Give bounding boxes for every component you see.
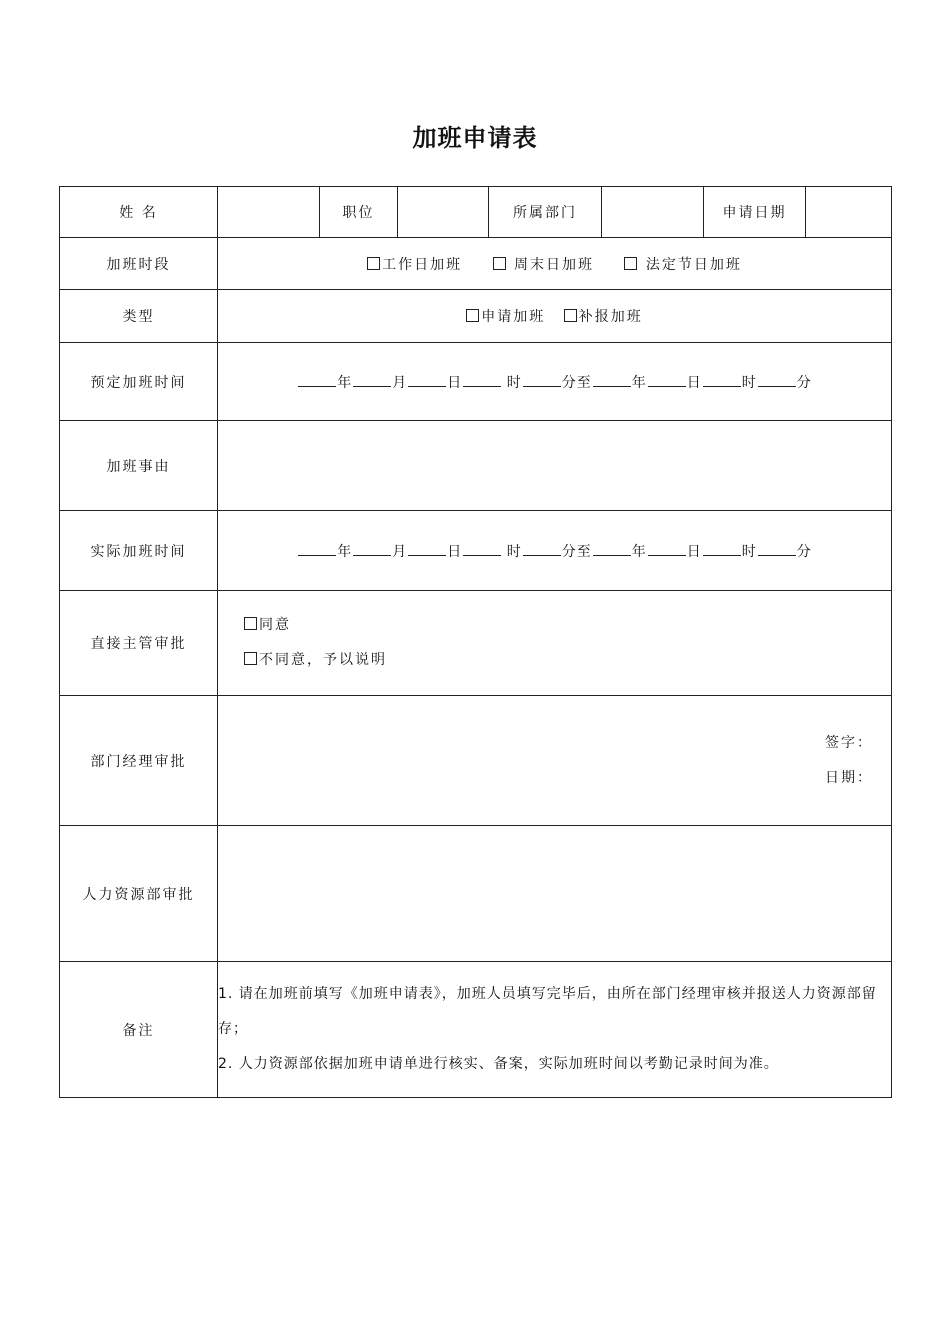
option-weekday[interactable]: 工作日加班 [367, 254, 462, 274]
supervisor-label: 直接主管审批 [60, 591, 218, 696]
period-label: 加班时段 [60, 238, 218, 290]
hr-row [60, 826, 892, 962]
option-supplement[interactable]: 补报加班 [564, 306, 643, 326]
checkbox-icon[interactable] [367, 257, 380, 270]
hr-approval-field[interactable] [218, 826, 892, 962]
overtime-form-table [59, 186, 892, 1098]
remark-line: 2. 人力资源部依据加班申请单进行核实、备案，实际加班时间以考勤记录时间为准。 [218, 1056, 779, 1072]
scheduled-time-label: 预定加班时间 [60, 343, 218, 421]
hr-label: 人力资源部审批 [60, 826, 218, 962]
remarks-label: 备注 [60, 962, 218, 1098]
option-agree[interactable]: 同意 [218, 608, 891, 643]
manager-row [60, 696, 892, 826]
reason-label: 加班事由 [60, 421, 218, 511]
option-apply[interactable]: 申请加班 [466, 306, 545, 326]
reason-row [60, 421, 892, 511]
type-options [218, 290, 892, 343]
reason-field[interactable] [218, 421, 892, 511]
department-field[interactable] [602, 187, 704, 238]
manager-label: 部门经理审批 [60, 696, 218, 826]
remarks-text [218, 962, 892, 1098]
type-label: 类型 [60, 290, 218, 343]
scheduled-time-row [60, 343, 892, 421]
type-row [60, 290, 892, 343]
checkbox-icon[interactable] [244, 617, 257, 630]
period-row [60, 238, 892, 290]
page-title: 加班申请表 [412, 124, 538, 152]
supervisor-row [60, 591, 892, 696]
department-label: 所属部门 [489, 187, 602, 238]
checkbox-icon[interactable] [244, 652, 257, 665]
position-label: 职位 [320, 187, 398, 238]
option-disagree[interactable]: 不同意，予以说明 [218, 643, 891, 678]
checkbox-icon[interactable] [466, 309, 479, 322]
remarks-row [60, 962, 892, 1098]
name-field[interactable] [218, 187, 320, 238]
checkbox-icon[interactable] [624, 257, 637, 270]
basic-info-row [60, 187, 892, 238]
manager-date-label: 日期： [825, 769, 873, 786]
apply-date-label: 申请日期 [704, 187, 806, 238]
apply-date-field[interactable] [806, 187, 892, 238]
option-weekend[interactable]: 周末日加班 [493, 254, 594, 274]
actual-time-row [60, 511, 892, 591]
name-label: 姓 名 [60, 187, 218, 238]
scheduled-time-fields[interactable]: 年 月 日 时 分至 年 日 时 分 [218, 343, 892, 421]
actual-time-fields[interactable]: 年 月 日 时 分至 年 日 时 分 [218, 511, 892, 591]
remark-line: 1. 请在加班前填写《加班申请表》，加班人员填写完毕后，由所在部门经理审核并报送人力资源部留存； [218, 986, 877, 1037]
checkbox-icon[interactable] [493, 257, 506, 270]
option-holiday[interactable]: 法定节日加班 [624, 254, 741, 274]
actual-time-label: 实际加班时间 [60, 511, 218, 591]
position-field[interactable] [398, 187, 489, 238]
supervisor-options [218, 591, 892, 696]
manager-approval-field[interactable] [218, 696, 892, 826]
period-options [218, 238, 892, 290]
manager-sign-label: 签字： [825, 734, 873, 751]
checkbox-icon[interactable] [564, 309, 577, 322]
